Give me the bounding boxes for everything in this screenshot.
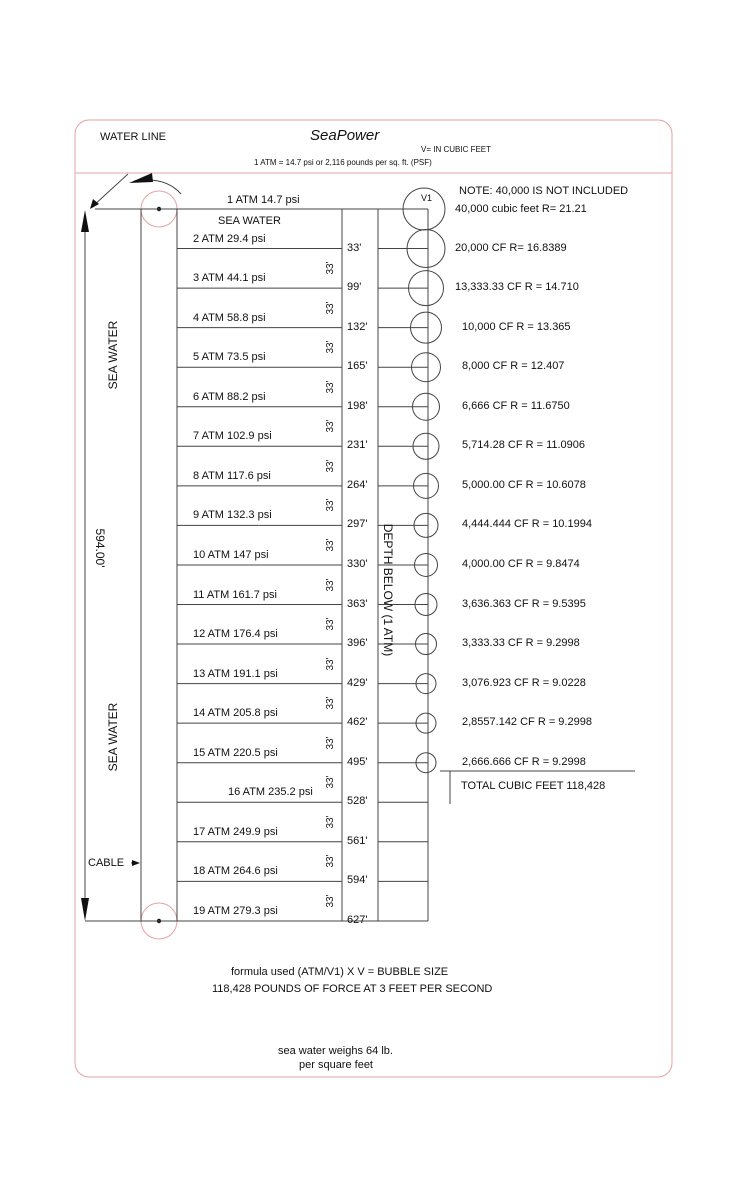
interval-label: 33' <box>325 657 336 671</box>
depth-label: 231' <box>347 439 368 452</box>
rotation-arrow-icon <box>129 173 153 183</box>
atm-level-label: 9 ATM 132.3 psi <box>193 509 272 522</box>
water-line-arrow-icon <box>90 199 99 209</box>
depth-label: 528' <box>347 795 368 808</box>
atm-level-label: 14 ATM 205.8 psi <box>193 707 278 720</box>
interval-label: 33' <box>325 498 336 512</box>
first-volume-label: 40,000 cubic feet R= 21.21 <box>455 203 587 215</box>
interval-label: 33' <box>325 775 336 789</box>
volume-label: 2,666.666 CF R = 9.2998 <box>462 755 586 768</box>
depth-label: 264' <box>347 478 368 491</box>
interval-label: 33' <box>325 459 336 473</box>
depth-label: 561' <box>347 834 368 847</box>
force-label: 118,428 POUNDS OF FORCE AT 3 FEET PER SECOND <box>212 983 493 995</box>
atm-conversion-note: 1 ATM = 14.7 psi or 2,116 pounds per sq. ft. (PSF) <box>254 158 432 167</box>
volume-label: 6,666 CF R = 11.6750 <box>462 399 570 412</box>
volume-unit-note: V= IN CUBIC FEET <box>421 145 492 154</box>
depth-label: 495' <box>347 755 368 768</box>
arrow-up-icon <box>81 210 89 232</box>
depth-label: 363' <box>347 597 368 610</box>
depth-label: 198' <box>347 399 368 412</box>
interval-label: 33' <box>325 617 336 631</box>
depth-label: 429' <box>347 676 368 689</box>
v1-label: V1 <box>421 193 433 203</box>
water-line-leader <box>92 174 128 207</box>
volume-label: 3,333.33 CF R = 9.2998 <box>462 637 580 650</box>
atm-level-label: 8 ATM 117.6 psi <box>193 469 271 482</box>
depth-label: 132' <box>347 320 368 333</box>
volume-label: 20,000 CF R= 16.8389 <box>455 241 567 254</box>
arrow-down-icon <box>81 898 89 921</box>
depth-axis-label: DEPTH BELOW (1 ATM) <box>381 523 395 657</box>
depth-label: 330' <box>347 557 368 570</box>
sea-water-weight: sea water weighs 64 lb. <box>278 1045 393 1057</box>
sea-water-side-label-top: SEA WATER <box>106 320 120 390</box>
cable-arrow-icon <box>132 860 140 866</box>
volume-label: 13,333.33 CF R = 14.710 <box>455 281 579 294</box>
volume-label: 5,714.28 CF R = 11.0906 <box>462 439 586 452</box>
volume-label: 4,000.00 CF R = 9.8474 <box>462 557 580 570</box>
atm-level-label: 7 ATM 102.9 psi <box>193 430 272 443</box>
atm-level-label: 3 ATM 44.1 psi <box>193 272 266 285</box>
interval-label: 33' <box>325 380 336 394</box>
volume-label: 3,636.363 CF R = 9.5395 <box>462 597 586 610</box>
interval-label: 33' <box>325 301 336 315</box>
volume-label: 5,000.00 CF R = 10.6078 <box>462 478 586 491</box>
sea-water-side-label-bottom: SEA WATER <box>106 702 120 772</box>
depth-label: 99' <box>347 281 362 294</box>
title: SeaPower <box>310 127 380 144</box>
volume-label: 2,8557.142 CF R = 9.2998 <box>462 716 592 729</box>
interval-label: 33' <box>325 538 336 552</box>
total-cubic-feet: TOTAL CUBIC FEET 118,428 <box>461 780 606 792</box>
atm-level-label: 6 ATM 88.2 psi <box>193 390 266 403</box>
depth-label: 462' <box>347 716 368 729</box>
interval-label: 33' <box>325 340 336 354</box>
interval-label: 33' <box>325 894 336 908</box>
atm-level-label: 10 ATM 147 psi <box>193 548 269 561</box>
atm-level-label: 19 ATM 279.3 psi <box>193 904 278 917</box>
depth-label: 33' <box>347 241 362 254</box>
atm-level-label: 5 ATM 73.5 psi <box>193 351 266 364</box>
interval-label: 33' <box>325 736 336 750</box>
depth-label: 627' <box>347 913 368 926</box>
interval-label: 33' <box>325 419 336 433</box>
sea-water-top-label: SEA WATER <box>218 215 281 227</box>
atm-level-label: 2 ATM 29.4 psi <box>193 232 266 245</box>
height-dimension-label: 594.00' <box>93 528 107 568</box>
atm-level-label: 11 ATM 161.7 psi <box>193 588 277 601</box>
interval-label: 33' <box>325 261 336 275</box>
exclusion-note: NOTE: 40,000 IS NOT INCLUDED <box>459 185 629 197</box>
interval-label: 33' <box>325 854 336 868</box>
interval-label: 33' <box>325 577 336 592</box>
atm-level-label: 15 ATM 220.5 psi <box>193 746 278 759</box>
formula-label: formula used (ATM/V1) X V = BUBBLE SIZE <box>231 966 449 978</box>
depth-label: 396' <box>347 637 368 650</box>
volume-label: 4,444.444 CF R = 10.1994 <box>462 518 592 531</box>
atm-level-label: 4 ATM 58.8 psi <box>193 311 266 324</box>
volume-label: 3,076.923 CF R = 9.0228 <box>462 676 586 689</box>
cable-label: CABLE <box>88 857 125 869</box>
atm-level-label: 12 ATM 176.4 psi <box>193 628 278 641</box>
depth-label: 594' <box>347 874 368 887</box>
atm-level-label: 17 ATM 249.9 psi <box>193 825 278 838</box>
depth-label: 165' <box>347 360 368 373</box>
atm-level-label: 13 ATM 191.1 psi <box>193 667 278 680</box>
interval-label: 33' <box>325 815 336 829</box>
volume-label: 8,000 CF R = 12.407 <box>462 360 565 373</box>
depth-label: 297' <box>347 518 368 531</box>
atm-level-label: 16 ATM 235.2 psi <box>228 786 313 799</box>
atm-level-label: 18 ATM 264.6 psi <box>193 865 278 878</box>
water-line-label: WATER LINE <box>100 131 167 143</box>
surface-pressure-label: 1 ATM 14.7 psi <box>227 194 300 206</box>
sea-water-weight-unit: per square feet <box>299 1059 373 1071</box>
interval-label: 33' <box>325 696 336 710</box>
volume-label: 10,000 CF R = 13.365 <box>462 320 571 333</box>
